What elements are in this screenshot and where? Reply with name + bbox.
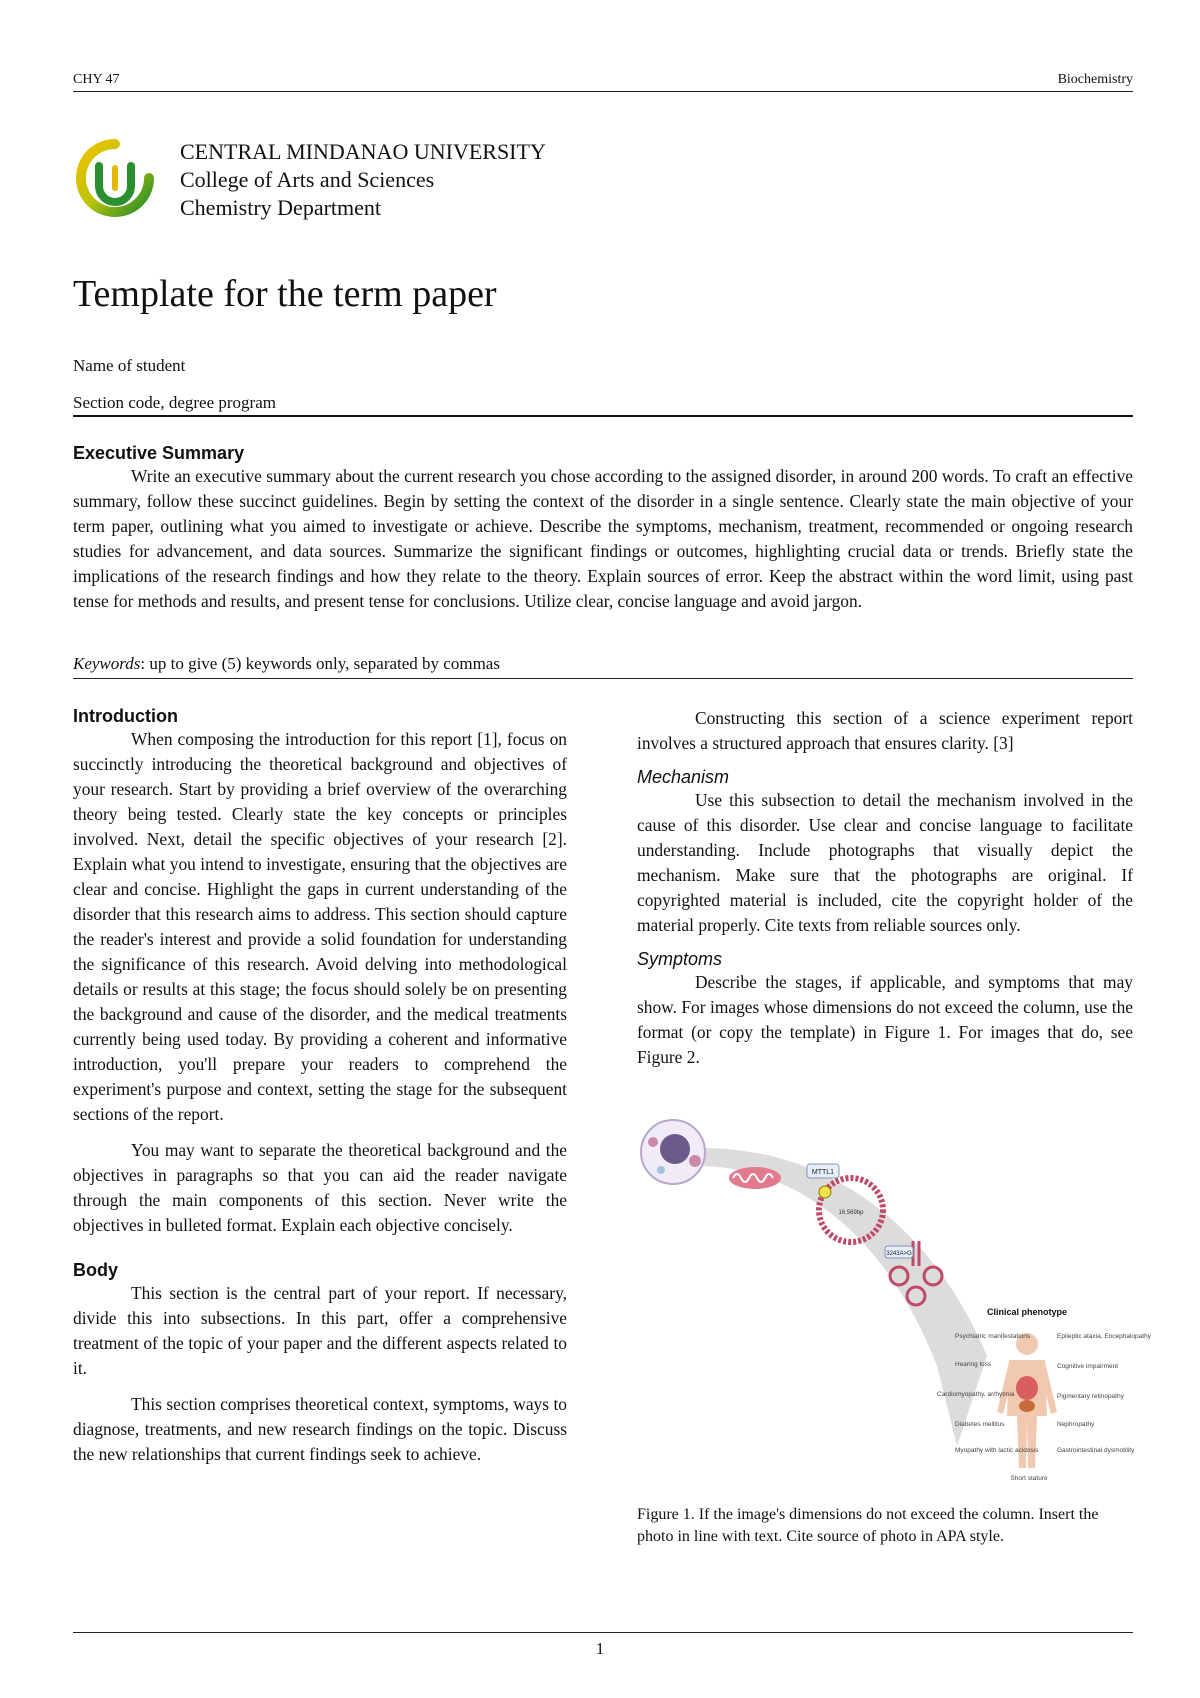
introduction-paragraph-1: When composing the introduction for this report [1], focus on succinctly introducing the theoretical background and objectives of your research. Start by providing a brief overview of the overarching theory being tested. Clearly state the key concepts or principles involved. Next, detail the specific objectives of your research [2]. Explain what you intend to investigate, ensuring that the objectives are clear and concise. Highlight the gaps in current understanding of the disorder that this research aims to address. This section should capture the reader's interest and provide a solid foundation for understanding the significance of this research. Avoid delving into methodological details or results at this stage; the focus should solely be on presenting the background and cause of the disorder, and the medical treatments currently being used today. By providing a coherent and informative introduction, you'll prepare your readers to comprehend the experiment's purpose and context, setting the stage for the subsequent sections of the report. <box>73 729 567 1124</box>
body-paragraph-1: This section is the central part of your report. If necessary, divide this into subsections. In this part, offer a comprehensive treatment of the topic of your paper and the different aspects related to it. <box>73 1283 567 1378</box>
running-header <box>73 72 1133 92</box>
executive-summary-heading: Executive Summary <box>73 443 245 463</box>
mechanism-paragraph: Use this subsection to detail the mechanism involved in the cause of this disorder. Use clear and concise language to facilitate understanding. Include photographs that visually depict the mechanism. Make sure that the photographs are original. If copyrighted material is included, cite the copyright holder of the material properly. Cite texts from reliable sources only. <box>637 790 1133 935</box>
university-name: CENTRAL MINDANAO UNIVERSITY <box>180 139 546 164</box>
footer-rule <box>73 1632 1133 1633</box>
symptoms-heading: Symptoms <box>637 949 723 969</box>
college-name: College of Arts and Sciences <box>180 167 435 192</box>
cell-icon <box>641 1120 705 1184</box>
mitochondrion-icon <box>729 1167 781 1189</box>
phenotype-left-4: Diabetes mellitus <box>955 1421 1005 1428</box>
course-code: CHY 47 <box>73 72 120 87</box>
mutation-label: 3243A>G <box>886 1251 912 1257</box>
genome-size-label: 16,569bp <box>838 1210 864 1216</box>
page-number: 1 <box>595 1639 605 1658</box>
section-code: Section code, degree program <box>73 393 1133 417</box>
phenotype-bottom: Short stature <box>1010 1475 1048 1482</box>
phenotype-title: Clinical phenotype <box>986 1307 1068 1317</box>
keywords-line <box>73 654 1133 679</box>
phenotype-right-5: Gastrointestinal dysmotility <box>1057 1447 1135 1454</box>
student-name: Name of student <box>73 356 186 375</box>
section-intro-paragraph: Constructing this section of a science experiment report involves a structured approach that ensures clarity. [3] <box>637 708 1133 753</box>
executive-summary <box>73 443 1133 614</box>
mechanism-heading: Mechanism <box>637 767 730 787</box>
phenotype-left-2: Hearing loss <box>955 1361 992 1368</box>
body-paragraph-2: This section comprises theoretical context, symptoms, ways to diagnose, treatments, and new research findings on the topic. Discuss the new relationships that current findings seek to achieve. <box>73 1394 567 1464</box>
keywords-label: Keywords <box>73 654 141 673</box>
institution-block <box>75 138 675 228</box>
department-name: Chemistry Department <box>180 195 382 220</box>
figure-1-caption: Figure 1. If the image's dimensions do not exceed the column. Insert the photo in line with text. Cite source of photo in APA style. <box>637 1506 1099 1545</box>
keywords-text: : up to give (5) keywords only, separated by commas <box>140 654 500 673</box>
course-subject: Biochemistry <box>1057 72 1133 87</box>
phenotype-right-1: Epileptic ataxia, Encephalopathy <box>1057 1333 1151 1340</box>
phenotype-right-4: Nephropathy <box>1057 1421 1095 1428</box>
phenotype-left-5: Myopathy with lactic acidosis <box>955 1447 1039 1454</box>
introduction-paragraph-2: You may want to separate the theoretical background and the objectives in paragraphs so that you can aid the reader navigate through the main components of this section. Never write the objectives in bulleted format. Explain each objective concisely. <box>73 1140 567 1235</box>
phenotype-left-3: Cardiomyopathy, arrhytmia <box>937 1391 1015 1398</box>
symptoms-paragraph: Describe the stages, if applicable, and symptoms that may show. For images whose dimensions do not exceed the column, use the format (or copy the template) in Figure 1. For images that do, see Figure 2. <box>637 972 1133 1067</box>
gene-label: MTTL1 <box>811 1169 835 1176</box>
right-column <box>637 706 1133 1070</box>
phenotype-left-1: Psychiatric manifestations <box>955 1333 1031 1340</box>
phenotype-right-3: Pigmentary retinopathy <box>1057 1393 1124 1400</box>
body-heading: Body <box>73 1260 118 1280</box>
introduction-heading: Introduction <box>73 706 178 726</box>
document-title: Template for the term paper <box>73 273 497 315</box>
process-arrow <box>697 1148 987 1446</box>
executive-summary-text: Write an executive summary about the current research you chose according to the assigned disorder, in around 200 words. To craft an effective summary, follow these succinct guidelines. Begin by setting the context of the disorder in a single sentence. Clearly state the main objective of your term paper, outlining what you aimed to investigate or achieve. Describe the symptoms, mechanism, treatment, recommended or ongoing research studies for advancement, and data sources. Summarize the significant findings or outcomes, highlighting crucial data or trends. Briefly state the implications of the research findings and how they relate to the theory. Explain sources of error. Keep the abstract within the word limit, using past tense for methods and results, and present tense for conclusions. Utilize clear, concise language and avoid jargon. <box>73 466 1133 611</box>
left-column <box>73 706 567 1467</box>
cmu-logo-icon <box>75 138 155 222</box>
phenotype-right-2: Cognitive impairment <box>1057 1363 1119 1370</box>
figure-1-illustration <box>637 1116 1151 1484</box>
